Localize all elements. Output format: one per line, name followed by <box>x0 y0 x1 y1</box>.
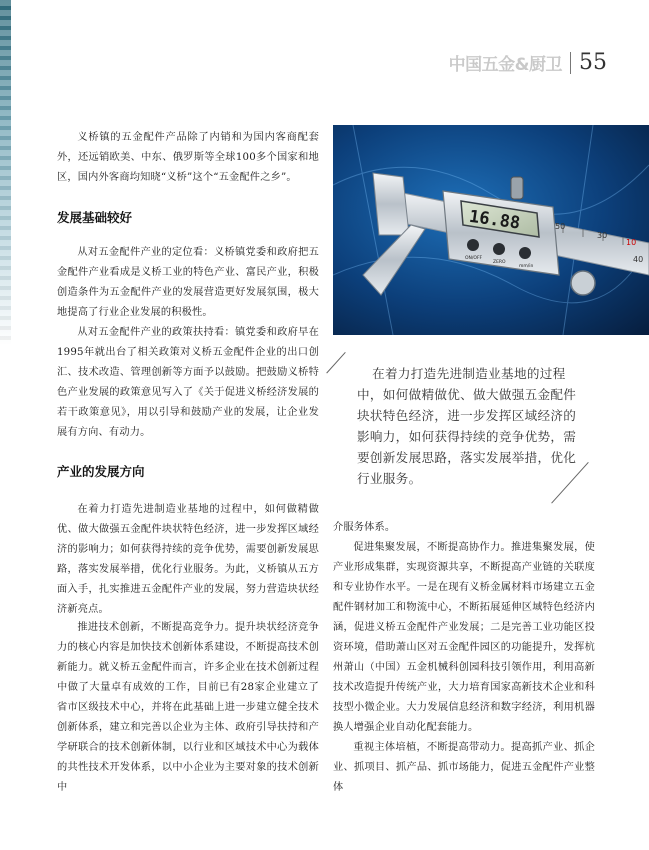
thumb-wheel <box>571 271 595 295</box>
section2-heading: 产业的发展方向 <box>57 464 145 479</box>
page-number: 55 <box>579 50 607 75</box>
scale-mark-30: 30 <box>597 231 608 240</box>
section1-paragraph-1: 从对五金配件产业的定位看：义桥镇党委和政府把五金配件产业看成是义桥工业的特色产业、富民产业，积极创造条件为五金配件产业的发展营造更好发展氛围，极大地提高了行业企业发展的积极性。 <box>57 247 319 318</box>
caliper-button-unit <box>519 247 531 259</box>
button-label-onoff: ON/OFF <box>465 256 483 261</box>
caliper-button-onoff <box>467 239 479 251</box>
scale-mark-10: 10 <box>626 238 637 247</box>
section2-paragraph-2: 推进技术创新，不断提高竞争力。提升块状经济竞争力的核心内容是加快技术创新体系建设，不断提高技术创新能力。就义桥五金配件而言，许多企业在技术创新过程中做了大量卓有成效的工作，目前已有28家企业建立了省市区级技术中心，并将在此基础上进一步建立健全技术创新体系，建立和完善以企业为主体、政府引导扶持和产学研联合的技术创新体制，以行业和区域技术中心为载体的共性技术开发体系，以中小企业为主要对象的技术创新中 <box>57 622 319 793</box>
page-header <box>449 50 607 75</box>
section1-paragraph-2: 从对五金配件产业的政策扶持看：镇党委和政府早在1995年就出台了相关政策对义桥五金配件企业的出口创汇、技术改造、管理创新等方面予以鼓励。把鼓励义桥特色产业发展的政策意见写入了《关于促进义桥经济发展的若干政策意见》，用以引导和鼓励产业的发展，让企业发展有方向、有动力。 <box>57 327 319 438</box>
section2-paragraph-3: 促进集聚发展，不断提高协作力。推进集聚发展，使产业形成集群，实现资源共享，不断提高产业链的关联度和专业协作水平。一是在现有义桥金属材料市场建立五金配件钢材加工和物流中心，不断拓展延伸区域特色经济内涵，促进义桥五金配件产业发展；二是完善工业功能区投资环境，借助萧山区对五金配件园区的功能提升，发挥杭州萧山（中国）五金机械科创园科技引领作用，利用高新技术改造提升传统产业，大力培育国家高新技术企业和科技型小微企业。大力发展信息经济和数字经济，利用机器换人增强企业自动化配套能力。 <box>333 542 595 733</box>
intro-paragraph: 义桥镇的五金配件产品除了内销和为国内客商配套外，还远销欧美、中东、俄罗斯等全球100多个国家和地区，国内外客商均知晓“义桥”这个“五金配件之乡”。 <box>57 132 319 183</box>
caliper-button-zero <box>493 243 505 255</box>
left-decorative-strip <box>0 0 11 345</box>
magazine-brand: 中国五金&厨卫 <box>448 55 562 75</box>
scale-mark-50: 50 <box>555 222 566 231</box>
caliper-illustration <box>333 125 649 335</box>
quote-slash-top <box>326 352 345 373</box>
pull-quote: 在着力打造先进制造业基地的过程中，如何做精做优、做大做强五金配件块状特色经济，进一步发挥区域经济的影响力，如何获得持续的竞争优势，需要创新发展思路，落实发展举措，优化行业服务。 <box>357 366 577 486</box>
button-label-unit: mm/in <box>519 264 534 269</box>
digital-caliper-photo <box>333 125 649 335</box>
section2-paragraph-4: 重视主体培植，不断提高带动力。提高抓产业、抓企业、抓项目、抓产品、抓市场能力，促进五金配件产业整体 <box>333 742 595 793</box>
section1-heading: 发展基础较好 <box>57 210 133 225</box>
section2-paragraph-1: 在着力打造先进制造业基地的过程中，如何做精做优、做大做强五金配件块状特色经济，进一步发挥区域经济的影响力；如何获得持续的竞争优势，需要创新发展思路，落实发展举措，优化行业服务。为此，义桥镇从五方面入手，扎实推进五金配件产业的发展，努力营造块状经济新亮点。 <box>57 504 319 615</box>
scale-mark-40: 40 <box>633 255 644 264</box>
button-label-zero: ZERO <box>493 260 506 265</box>
header-divider <box>570 52 571 74</box>
section2-paragraph-2-continued: 介服务体系。 <box>333 522 396 533</box>
lcd-reading: 16.88 <box>467 206 522 234</box>
